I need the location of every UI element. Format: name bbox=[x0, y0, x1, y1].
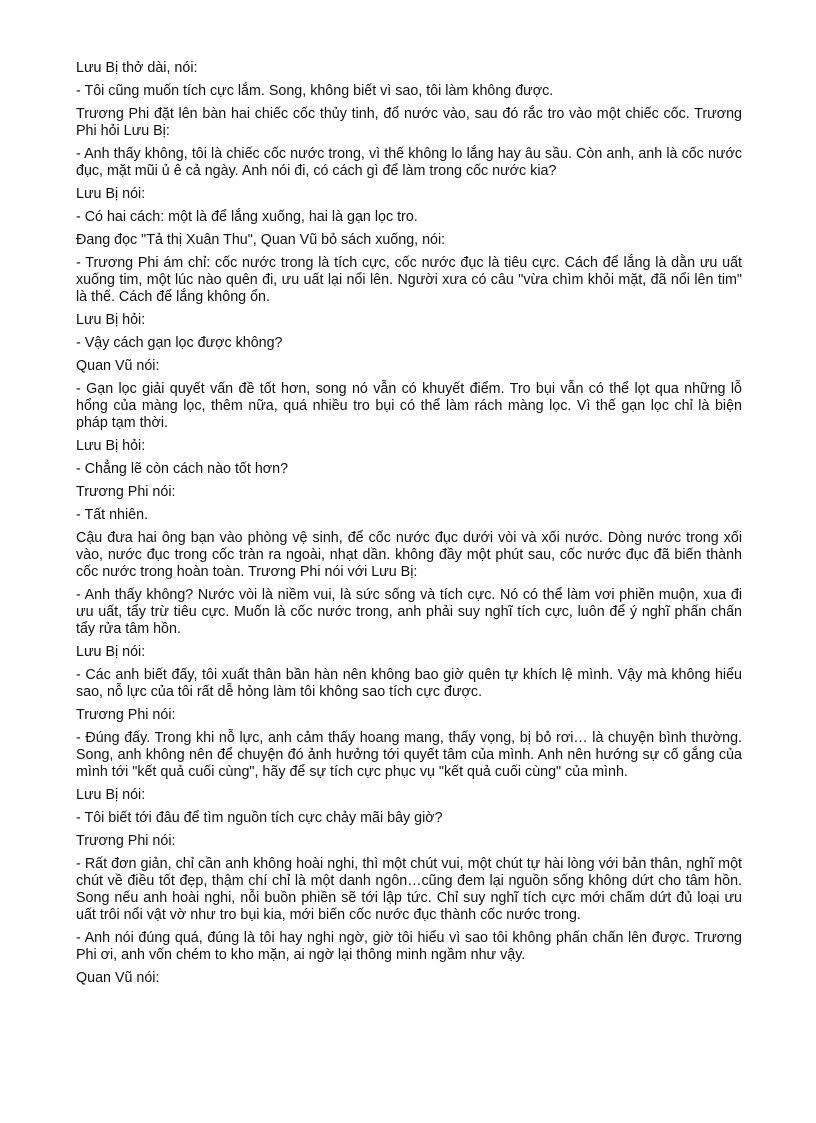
paragraph: - Gạn lọc giải quyết vấn đề tốt hơn, song nó vẫn có khuyết điểm. Tro bụi vẫn có thể lọt qua những lỗ hổng của màng lọc, thêm nữa, quá nhiều tro bụi có thể làm rách màng lọc. Vì thế gạn lọc chỉ là biện pháp tạm thời. bbox=[76, 381, 742, 431]
paragraph: Trương Phi nói: bbox=[76, 484, 176, 500]
paragraph: Lưu Bị nói: bbox=[76, 186, 146, 202]
paragraph: - Đúng đấy. Trong khi nỗ lực, anh cảm thấy hoang mang, thấy vọng, bị bỏ rơi… là chuyện bình thường. Song, anh không nên để chuyện đó ảnh hưởng tới quyết tâm của mình. Anh nên hướng sự cố gắng của mình tới "kết quả cuối cùng", hãy để sự tích cực phục vụ "kết quả cuối cùng" của mình. bbox=[76, 730, 742, 780]
paragraph: Đang đọc "Tả thị Xuân Thu", Quan Vũ bỏ sách xuống, nói: bbox=[76, 232, 446, 248]
document-page bbox=[76, 60, 742, 993]
paragraph: - Trương Phi ám chỉ: cốc nước trong là tích cực, cốc nước đục là tiêu cực. Cách để lắng là dằn ưu uất xuống tim, một lúc nào quên đi, ưu uất lại nổi lên. Người xưa có câu "vừa chìm khỏi mặt, đã nổi lên tim" là thế. Cách để lắng không ổn. bbox=[76, 255, 742, 305]
paragraph: - Các anh biết đấy, tôi xuất thân bần hàn nên không bao giờ quên tự khích lệ mình. Vậy mà không hiểu sao, nỗ lực của tôi rất dễ hỏng làm tôi không sao tích cực được. bbox=[76, 667, 742, 700]
paragraph: - Vậy cách gạn lọc được không? bbox=[76, 335, 283, 351]
paragraph: Trương Phi nói: bbox=[76, 707, 176, 723]
paragraph: Cậu đưa hai ông bạn vào phòng vệ sinh, để cốc nước đục dưới vòi và xối nước. Dòng nước trong xối vào, nước đục trong cốc tràn ra ngoài, nhạt dần. không đầy một phút sau, cốc nước đục đã biến thành cốc nước trong hoàn toàn. Trương Phi nói với Lưu Bị: bbox=[76, 530, 742, 580]
paragraph: Trương Phi đặt lên bàn hai chiếc cốc thủy tinh, đổ nước vào, sau đó rắc tro vào một chiếc cốc. Trương Phi hỏi Lưu Bị: bbox=[76, 106, 742, 139]
paragraph: Quan Vũ nói: bbox=[76, 970, 160, 986]
paragraph: - Tất nhiên. bbox=[76, 507, 149, 523]
paragraph: Quan Vũ nói: bbox=[76, 358, 160, 374]
paragraph: Lưu Bị hỏi: bbox=[76, 438, 146, 454]
paragraph: Lưu Bị hỏi: bbox=[76, 312, 146, 328]
paragraph: - Anh thấy không, tôi là chiếc cốc nước trong, vì thế không lo lắng hay âu sầu. Còn anh, anh là cốc nước đục, mặt mũi ủ ê cả ngày. Anh nói đi, có cách gì để làm trong cốc nước kia? bbox=[76, 146, 742, 179]
paragraph: - Anh thấy không? Nước vòi là niềm vui, là sức sống và tích cực. Nó có thể làm vơi phiền muộn, xua đi ưu uất, tẩy trừ tiêu cực. Muốn là cốc nước trong, anh phải suy nghĩ tích cực, luôn để ý nghĩ phấn chấn tẩy rửa tâm hồn. bbox=[76, 587, 742, 637]
paragraph: Trương Phi nói: bbox=[76, 833, 176, 849]
paragraph: Lưu Bị nói: bbox=[76, 644, 146, 660]
paragraph: Lưu Bị nói: bbox=[76, 787, 146, 803]
paragraph: - Tôi cũng muốn tích cực lắm. Song, không biết vì sao, tôi làm không được. bbox=[76, 83, 554, 99]
paragraph: - Tôi biết tới đâu để tìm nguồn tích cực chảy mãi bây giờ? bbox=[76, 810, 443, 826]
paragraph: - Rất đơn giản, chỉ cần anh không hoài nghi, thì một chút vui, một chút tự hài lòng với bản thân, nghĩ một chút về điều tốt đẹp, thậm chí chỉ là một danh ngôn…cũng đem lại nguồn sống không dứt cho tâm hồn. Song nếu anh hoài nghi, nỗi buồn phiền sẽ tới lập tức. Chỉ suy nghĩ tích cực mới chấm dứt đủ loại ưu uất trôi nổi vật vờ như tro bụi kia, mới biến cốc nước đục thành cốc nước trong. bbox=[76, 856, 742, 923]
paragraph: - Chẳng lẽ còn cách nào tốt hơn? bbox=[76, 461, 289, 477]
paragraph: - Có hai cách: một là để lắng xuống, hai là gạn lọc tro. bbox=[76, 209, 418, 225]
paragraph: Lưu Bị thở dài, nói: bbox=[76, 60, 198, 76]
paragraph: - Anh nói đúng quá, đúng là tôi hay nghi ngờ, giờ tôi hiểu vì sao tôi không phấn chấn lên được. Trương Phi ơi, anh vốn chém to kho mặn, ai ngờ lại thông minh ngầm như vậy. bbox=[76, 930, 742, 963]
